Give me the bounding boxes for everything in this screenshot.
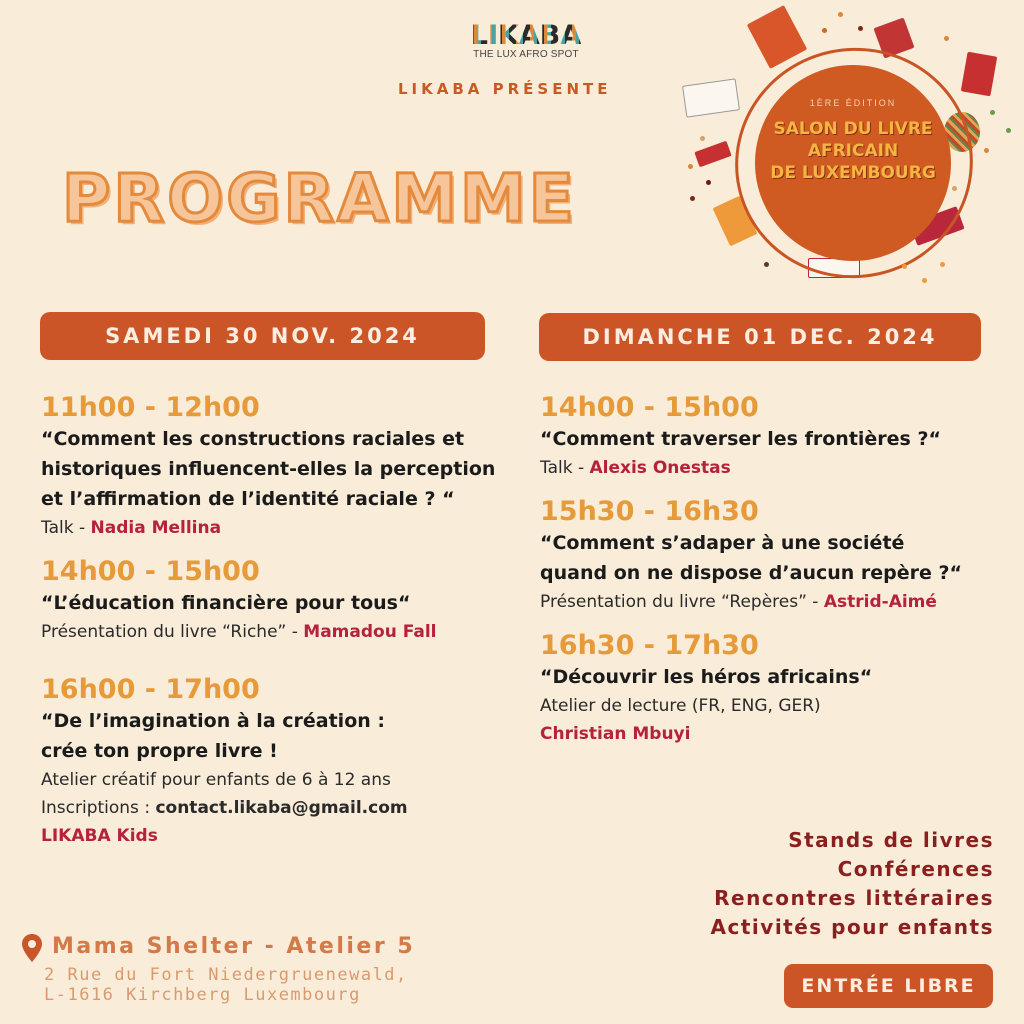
session-time: 14h00 - 15h00 (540, 392, 759, 423)
session (540, 392, 1010, 482)
presenter-line: LIKABA PRÉSENTE (398, 80, 612, 98)
badge-title (755, 118, 951, 184)
session-time: 11h00 - 12h00 (41, 392, 260, 423)
session-title: “Comment les constructions raciales et historiques influencent-elles la perception et l’affirmation de l’identité raciale ? “ (41, 428, 496, 510)
session-meta: Atelier de lecture (FR, ENG, GER) (540, 696, 821, 716)
logo-tagline: THE LUX AFRO SPOT (473, 49, 579, 60)
book-icon (694, 141, 731, 168)
feature-item: Stands de livres (788, 828, 994, 852)
session-time: 16h00 - 17h00 (41, 674, 260, 705)
badge-edition: 1ÈRE ÉDITION (809, 98, 897, 108)
speaker-name: Mamadou Fall (303, 622, 437, 642)
feature-item: Activités pour enfants (710, 915, 994, 939)
registration-line: Inscriptions : contact.likaba@gmail.com (41, 798, 408, 818)
day-header-saturday: SAMEDI 30 NOV. 2024 (40, 312, 485, 360)
speaker-name: Christian Mbuyi (540, 724, 691, 744)
session (41, 674, 531, 850)
logo-wordmark: LIKABA (470, 20, 582, 51)
session-meta: Présentation du livre “Repères” - Astrid-Aimé (540, 592, 937, 612)
session-title: “L’éducation financière pour tous“ (41, 592, 411, 614)
session-meta: Talk - Nadia Mellina (41, 518, 222, 538)
venue-name: Mama Shelter - Atelier 5 (52, 934, 416, 959)
venue-address: 2 Rue du Fort Niedergruenewald, L-1616 Kirchberg Luxembourg (44, 965, 408, 1005)
session-time: 16h30 - 17h30 (540, 630, 759, 661)
page-title: PROGRAMME (62, 160, 577, 237)
book-icon (747, 5, 808, 69)
speaker-name: Alexis Onestas (589, 458, 731, 478)
session-time: 15h30 - 16h30 (540, 496, 759, 527)
features-list (711, 826, 994, 942)
badge-title-line: DE LUXEMBOURG (770, 163, 936, 183)
feature-item: Conférences (837, 857, 994, 881)
registration-email-link[interactable]: contact.likaba@gmail.com (155, 798, 408, 818)
session-meta: Présentation du livre “Riche” - Mamadou Fall (41, 622, 437, 642)
badge-title-line: AFRICAIN (807, 141, 899, 161)
map-pin-icon (20, 933, 44, 963)
day-header-sunday: DIMANCHE 01 DEC. 2024 (539, 313, 981, 361)
speaker-name: Nadia Mellina (90, 518, 222, 538)
speaker-name: Astrid-Aimé (823, 592, 937, 612)
session (540, 496, 1010, 616)
saturday-schedule (41, 392, 531, 850)
free-entry-badge: ENTRÉE LIBRE (784, 964, 993, 1008)
session (41, 392, 531, 542)
session (540, 630, 1010, 748)
session-title: “Découvrir les héros africains“ (540, 666, 873, 688)
session-meta: Talk - Alexis Onestas (540, 458, 731, 478)
likaba-logo (470, 22, 582, 60)
badge-title-line: SALON DU LIVRE (773, 119, 933, 139)
session-title: “Comment s’adaper à une société quand on ne dispose d’aucun repère ?“ (540, 532, 963, 584)
open-book-icon (682, 78, 740, 117)
session-detail: Atelier créatif pour enfants de 6 à 12 ans (41, 770, 391, 790)
feature-item: Rencontres littéraires (714, 886, 994, 910)
speaker-name: LIKABA Kids (41, 826, 158, 846)
book-icon (961, 52, 997, 97)
session-time: 14h00 - 15h00 (41, 556, 260, 587)
session-title: “Comment traverser les frontières ?“ (540, 428, 941, 450)
session-title: “De l’imagination à la création : crée ton propre livre ! (41, 710, 385, 762)
session (41, 556, 531, 646)
sunday-schedule (540, 392, 1010, 748)
